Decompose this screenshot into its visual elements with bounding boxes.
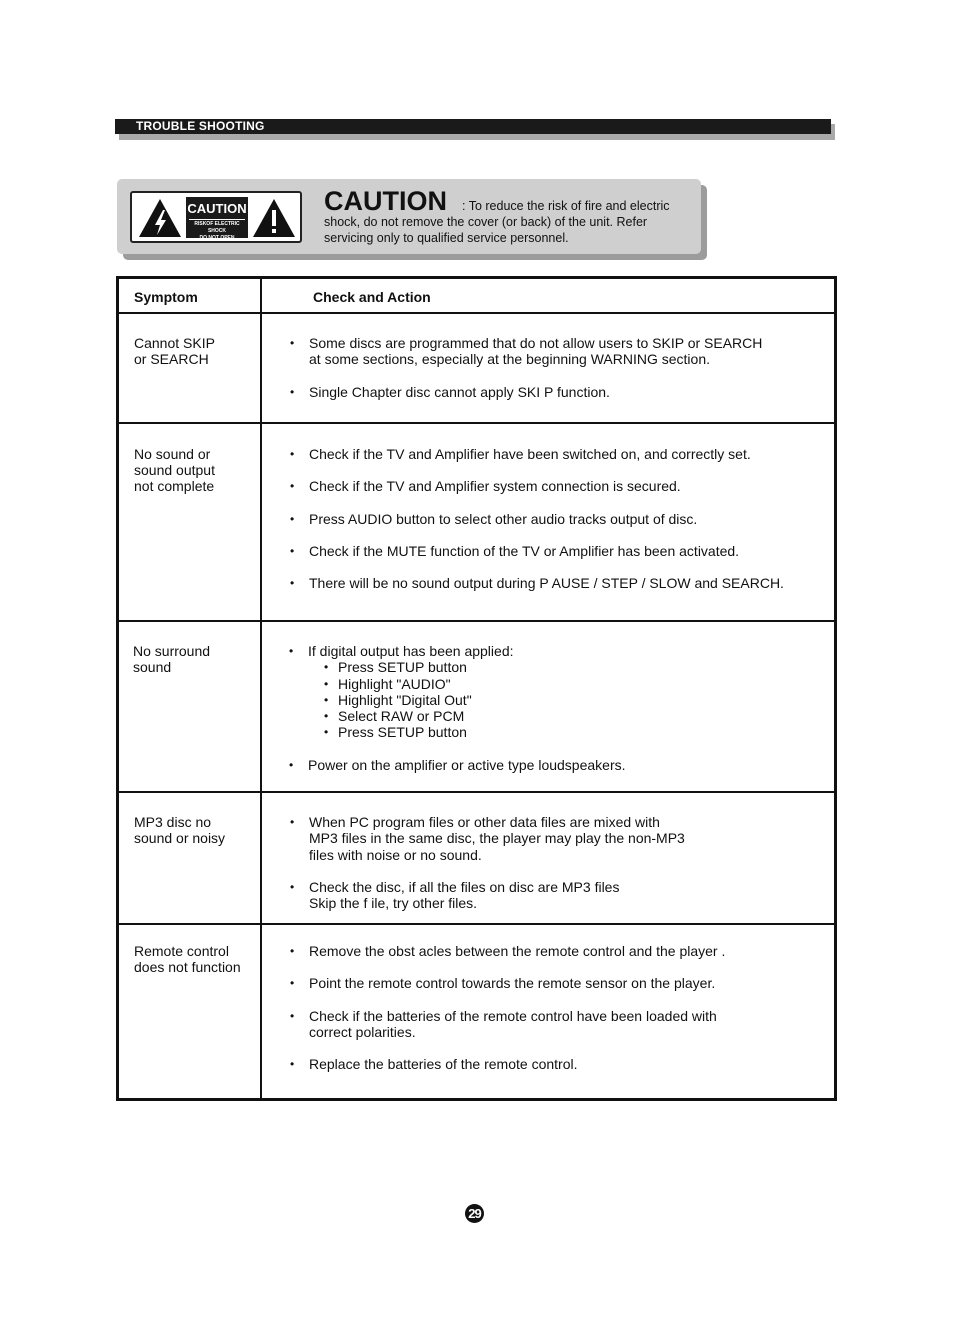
setup-step: • Highlight "Digital Out" (324, 692, 626, 708)
electric-shock-warning-icon (138, 198, 182, 238)
action-cell (290, 943, 725, 1072)
caution-badge-divider (189, 219, 245, 220)
action-item: • Check if the TV and Amplifier have been switched on, and correctly set. (290, 446, 784, 462)
action-item: • Check if the batteries of the remote control have been loaded with correct polarities. (290, 1008, 725, 1041)
setup-step: • Press SETUP button (324, 724, 626, 740)
action-item: • Point the remote control towards the remote sensor on the player. (290, 975, 725, 991)
caution-label-badge (130, 191, 302, 243)
exclamation-warning-icon (252, 198, 296, 238)
row-divider (119, 312, 834, 314)
caution-badge-shock-text: RISKOF ELECTRIC SHOCK (194, 221, 240, 234)
action-cell (290, 335, 762, 400)
action-item: • Check if the TV and Amplifier system connection is secured. (290, 478, 784, 494)
section-title: TROUBLE SHOOTING (136, 119, 265, 133)
action-item: • Check the disc, if all the files on disc are MP3 files Skip the f ile, try other files. (290, 879, 685, 912)
symptom-line: Remote control (134, 943, 229, 959)
action-item: • Check if the MUTE function of the TV or Amplifier has been activated. (290, 543, 784, 559)
setup-steps-list (308, 659, 626, 740)
column-divider (260, 279, 262, 1098)
action-item: • There will be no sound output during P AUSE / STEP / SLOW and SEARCH. (290, 575, 784, 591)
symptom-cell (133, 643, 210, 675)
caution-line-1: : To reduce the risk of fire and electric (462, 199, 670, 213)
section-header (115, 119, 831, 134)
action-item: • Some discs are programmed that do not allow users to SKIP or SEARCH at some sections, especially at the beginning WARNING section. (290, 335, 762, 368)
page-number: 29 (465, 1204, 484, 1223)
symptom-line: sound or noisy (134, 830, 226, 846)
action-item: • Single Chapter disc cannot apply SKI P function. (290, 384, 762, 400)
setup-step: • Highlight "AUDIO" (324, 676, 626, 692)
caution-line-2: shock, do not remove the cover (or back) of the unit. Refer (324, 215, 648, 229)
symptom-line: does not function (134, 959, 241, 975)
symptom-line: MP3 disc no (134, 814, 212, 830)
symptom-line: Cannot SKIP (134, 335, 215, 351)
caution-heading: CAUTION (324, 186, 447, 216)
symptom-cell (134, 335, 215, 367)
action-item: • When PC program files or other data files are mixed with MP3 files in the same disc, the player may play the non-MP3 files with noise or no sound. (290, 814, 685, 863)
header-symptom: Symptom (134, 289, 198, 305)
symptom-line: not complete (134, 478, 215, 494)
action-item: • Remove the obst acles between the remote control and the player . (290, 943, 725, 959)
setup-step: • Select RAW or PCM (324, 708, 626, 724)
action-item: • Replace the batteries of the remote control. (290, 1056, 725, 1072)
caution-badge-word: CAUTION (187, 201, 247, 216)
action-cell (289, 643, 626, 773)
row-divider (119, 422, 834, 424)
row-divider (119, 620, 834, 622)
symptom-line: No sound or (134, 446, 211, 462)
action-item: • If digital output has been applied: • Press SETUP button • Highlight "AUDIO" • Highlight "Digital Out" • Select RAW or PCM • Press SETUP button (289, 643, 626, 741)
troubleshooting-table (116, 276, 837, 1101)
action-cell (290, 814, 685, 911)
caution-message (324, 198, 696, 246)
header-check-action: Check and Action (313, 289, 431, 305)
caution-badge-open-text: DO NOT OPEN (199, 235, 235, 241)
row-divider (119, 923, 834, 925)
symptom-cell (134, 814, 225, 846)
caution-badge-center (186, 197, 248, 241)
symptom-line: sound output (134, 462, 215, 478)
setup-step: • Press SETUP button (324, 659, 626, 675)
symptom-line: or SEARCH (134, 351, 209, 367)
action-item: • Press AUDIO button to select other audio tracks output of disc. (290, 511, 784, 527)
action-cell (290, 446, 784, 591)
caution-line-3: servicing only to qualified service personnel. (324, 231, 569, 245)
action-item: • Power on the amplifier or active type loudspeakers. (289, 757, 626, 773)
symptom-line: No surround (133, 643, 211, 659)
symptom-line: sound (133, 659, 172, 675)
symptom-cell (134, 943, 241, 975)
row-divider (119, 791, 834, 793)
symptom-cell (134, 446, 215, 494)
